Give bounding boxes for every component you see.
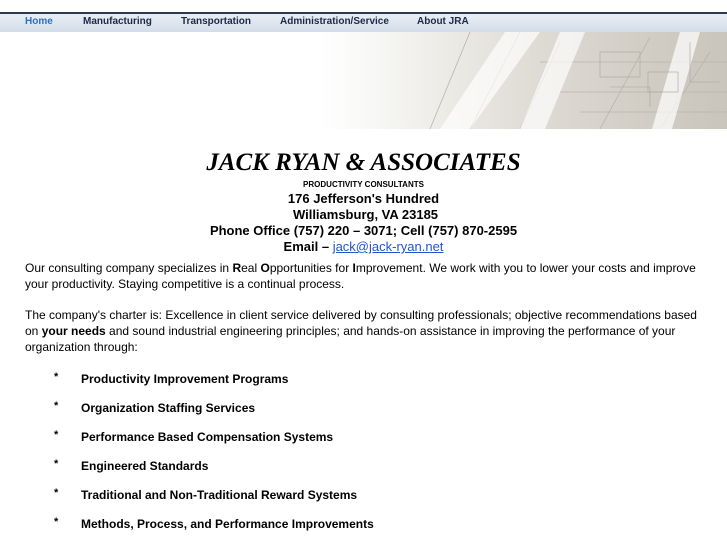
service-label: Performance Based Compensation Systems	[81, 430, 334, 444]
bullet-star: *	[54, 429, 59, 441]
address-street: 176 Jefferson's Hundred	[287, 191, 440, 206]
intro-letter-r: R	[232, 261, 242, 275]
bullet-star: *	[54, 371, 59, 383]
nav-administration-service[interactable]: Administration/Service	[280, 16, 389, 27]
intro-text-3: pportunities for	[269, 261, 353, 275]
email-link[interactable]: jack@jack-ryan.net	[332, 239, 444, 254]
intro-text-2: eal	[241, 261, 261, 275]
bullet-star: *	[54, 516, 59, 528]
bullet-star: *	[54, 458, 59, 470]
email-line	[0, 239, 727, 254]
intro-paragraph	[25, 260, 710, 292]
service-label: Methods, Process, and Performance Improvements	[81, 517, 374, 531]
service-label: Productivity Improvement Programs	[81, 372, 289, 386]
email-label: Email –	[283, 239, 333, 254]
nav-manufacturing[interactable]: Manufacturing	[83, 16, 152, 27]
charter-text-1: The company's charter is: Excellence in client service delivered by consulting professionals; objective recommendations based on	[25, 308, 697, 338]
hero-banner	[0, 32, 727, 129]
charter-text-2: and sound industrial engineering principles; and hands-on assistance in improving the performance of your organization through:	[25, 324, 676, 354]
service-label: Traditional and Non-Traditional Reward Systems	[81, 488, 358, 502]
intro-letter-i: I	[352, 261, 356, 275]
intro-letter-o: O	[260, 261, 270, 275]
page-title: JACK RYAN & ASSOCIATES	[206, 149, 521, 176]
charter-paragraph	[25, 307, 710, 355]
main-navigation	[0, 14, 727, 32]
blueprint-rolls-image	[0, 32, 727, 129]
phone-numbers: Phone Office (757) 220 – 3071; Cell (757) 870-2595	[209, 223, 518, 238]
nav-transportation[interactable]: Transportation	[181, 16, 252, 27]
nav-home[interactable]: Home	[25, 16, 53, 27]
address-city: Williamsburg, VA 23185	[292, 207, 439, 222]
bullet-star: *	[54, 487, 59, 499]
charter-emphasis: your needs	[41, 324, 106, 338]
bullet-star: *	[54, 400, 59, 412]
service-label: Organization Staffing Services	[81, 401, 256, 415]
service-label: Engineered Standards	[81, 459, 209, 473]
intro-text-1: Our consulting company specializes in	[25, 261, 233, 275]
nav-about-jra[interactable]: About JRA	[417, 16, 469, 27]
intro-text-4: mprovement. We work with you to lower your costs and improve your productivity. Staying competitive is a continual process.	[25, 261, 696, 291]
company-subtitle: PRODUCTIVITY CONSULTANTS	[303, 180, 424, 189]
